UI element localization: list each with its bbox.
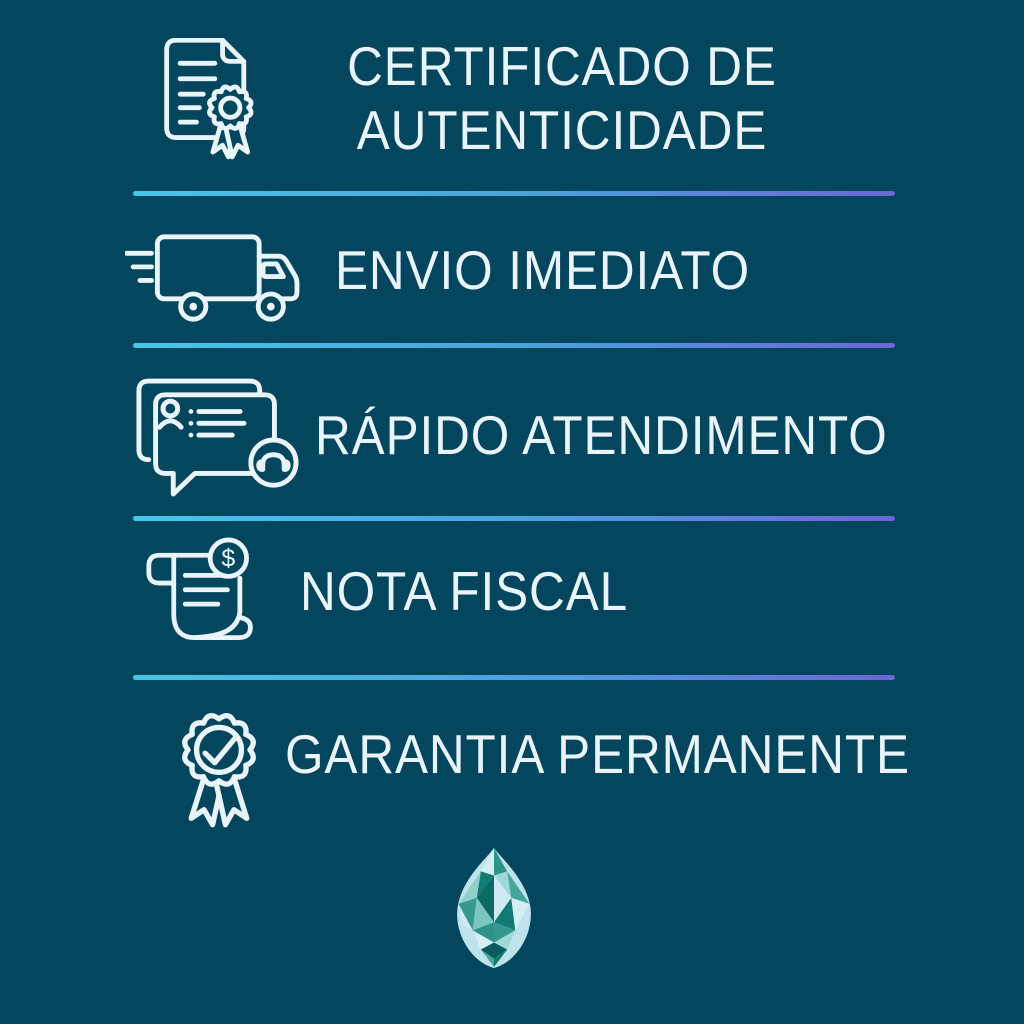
gem-logo (447, 845, 541, 971)
guarantee-ribbon-badge-icon (172, 703, 266, 831)
benefit-label-nota-fiscal: NOTA FISCAL (300, 560, 629, 622)
support-chat-headset-icon (134, 376, 299, 504)
benefit-label-envio: ENVIO IMEDIATO (335, 239, 751, 301)
divider-line (133, 191, 895, 196)
benefit-label-atendimento: RÁPIDO ATENDIMENTO (315, 404, 888, 466)
delivery-truck-icon (125, 231, 310, 326)
divider-line (133, 516, 895, 521)
benefit-label-garantia: GARANTIA PERMANENTE (285, 723, 910, 785)
invoice-dollar-scroll-icon (145, 537, 260, 654)
divider-line (133, 675, 895, 680)
divider-line (133, 343, 895, 348)
svg-text:$: $ (221, 544, 236, 573)
benefit-label-certificado: CERTIFICADO DE AUTENTICIDADE (347, 35, 777, 161)
certificate-seal-icon (157, 38, 265, 160)
